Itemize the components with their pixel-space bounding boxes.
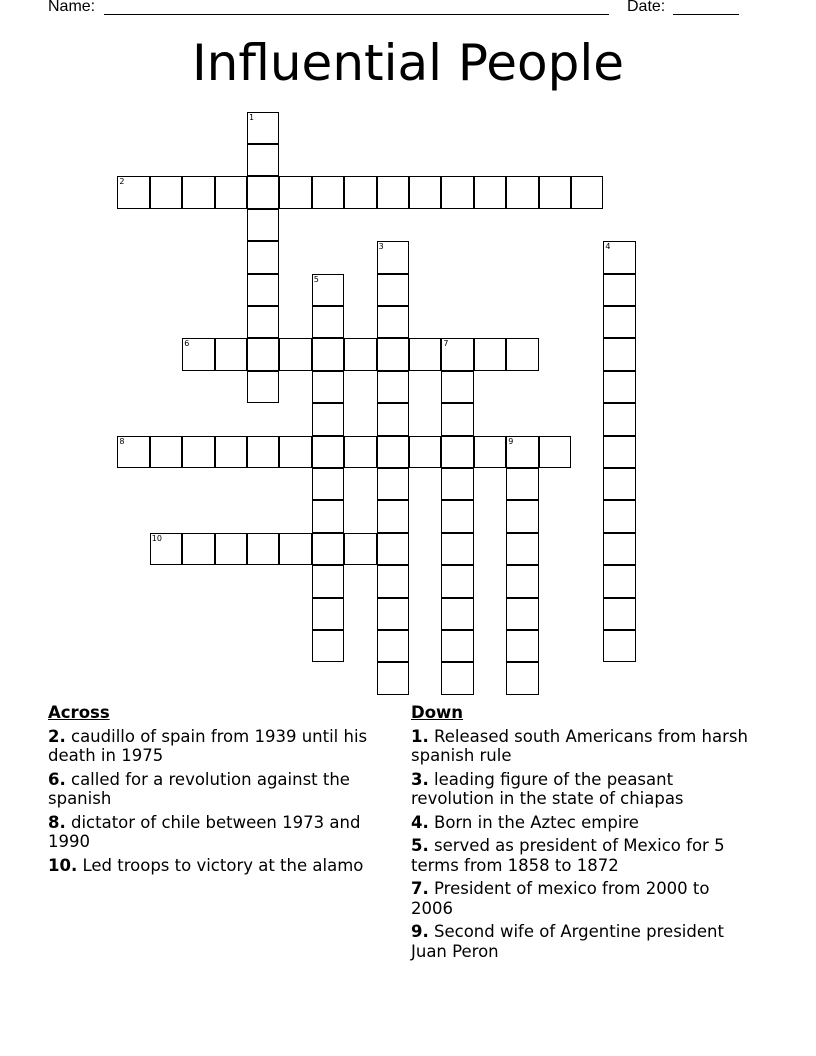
crossword-cell[interactable] [506, 338, 538, 370]
crossword-cell[interactable] [539, 176, 571, 208]
crossword-cell[interactable] [247, 144, 279, 176]
clue-number: 7 [443, 339, 449, 349]
clue-number: 6 [184, 339, 190, 349]
crossword-cell[interactable] [247, 112, 279, 144]
crossword-cell[interactable] [377, 241, 409, 273]
clue-number: 4. [411, 812, 429, 832]
crossword-cell[interactable] [603, 241, 635, 273]
crossword-cell[interactable] [603, 371, 635, 403]
crossword-cell[interactable] [312, 500, 344, 532]
crossword-cell[interactable] [377, 436, 409, 468]
crossword-cell[interactable] [409, 338, 441, 370]
clue-list-down [411, 727, 756, 962]
crossword-cell[interactable] [247, 241, 279, 273]
crossword-cell[interactable] [506, 176, 538, 208]
crossword-cell[interactable] [312, 274, 344, 306]
crossword-cell[interactable] [247, 274, 279, 306]
crossword-cell[interactable] [441, 598, 473, 630]
crossword-cell[interactable] [215, 533, 247, 565]
clue-number: 7. [411, 879, 429, 898]
clue-item [411, 836, 756, 875]
crossword-cell[interactable] [539, 436, 571, 468]
crossword-cell[interactable] [409, 176, 441, 208]
crossword-cell[interactable] [377, 371, 409, 403]
crossword-cell[interactable] [409, 436, 441, 468]
crossword-cell[interactable] [247, 371, 279, 403]
crossword-cell[interactable] [215, 338, 247, 370]
clue-text: Released south Americans from harsh spanish rule [411, 726, 748, 765]
date-line[interactable] [673, 14, 739, 15]
clue-item [411, 727, 756, 766]
clue-text: served as president of Mexico for 5 terms from 1858 to 1872 [411, 836, 725, 875]
crossword-cell[interactable] [312, 565, 344, 597]
crossword-cell[interactable] [377, 274, 409, 306]
clue-number: 10. [48, 855, 78, 875]
crossword-cell[interactable] [182, 436, 214, 468]
crossword-cell[interactable] [506, 565, 538, 597]
crossword-cell[interactable] [603, 306, 635, 338]
crossword-cell[interactable] [441, 371, 473, 403]
clue-item [48, 856, 398, 876]
across-heading: Across [48, 703, 110, 722]
crossword-cell[interactable] [279, 338, 311, 370]
crossword-cell[interactable] [506, 500, 538, 532]
crossword-cell[interactable] [247, 306, 279, 338]
crossword-cell[interactable] [474, 176, 506, 208]
crossword-cell[interactable] [506, 662, 538, 694]
crossword-cell[interactable] [247, 338, 279, 370]
crossword-cell[interactable] [603, 565, 635, 597]
crossword-cell[interactable] [441, 436, 473, 468]
clue-number: 8 [119, 436, 125, 446]
crossword-cell[interactable] [474, 436, 506, 468]
clue-number: 2 [119, 177, 125, 187]
crossword-cell[interactable] [312, 436, 344, 468]
crossword-cell[interactable] [150, 533, 182, 565]
crossword-cell[interactable] [344, 176, 376, 208]
crossword-cell[interactable] [377, 662, 409, 694]
date-label: Date: [627, 0, 666, 15]
clue-text: called for a revolution against the spanish [48, 769, 350, 808]
crossword-cell[interactable] [312, 306, 344, 338]
crossword-cell[interactable] [247, 436, 279, 468]
clue-number: 5 [313, 274, 319, 284]
down-clues [411, 703, 756, 965]
crossword-cell[interactable] [377, 533, 409, 565]
clue-text: President of mexico from 2000 to 2006 [411, 879, 710, 918]
clue-text: Second wife of Argentine president Juan Peron [411, 922, 724, 961]
clue-number: 9 [508, 436, 514, 446]
clue-text: Born in the Aztec empire [428, 812, 639, 832]
clue-item [48, 770, 398, 809]
clue-list-across [48, 727, 398, 876]
crossword-cell[interactable] [182, 176, 214, 208]
crossword-cell[interactable] [150, 436, 182, 468]
crossword-cell[interactable] [441, 662, 473, 694]
clue-item [411, 922, 756, 961]
page-title: Influential People [191, 34, 625, 92]
crossword-cell[interactable] [441, 338, 473, 370]
clue-item [411, 813, 756, 833]
crossword-cell[interactable] [312, 176, 344, 208]
crossword-cell[interactable] [377, 176, 409, 208]
crossword-cell[interactable] [312, 533, 344, 565]
crossword-cell[interactable] [150, 176, 182, 208]
crossword-cell[interactable] [603, 598, 635, 630]
crossword-cell[interactable] [506, 533, 538, 565]
crossword-cell[interactable] [312, 338, 344, 370]
crossword-cell[interactable] [441, 533, 473, 565]
clue-number: 5. [411, 836, 429, 855]
down-heading: Down [411, 703, 464, 722]
clue-number: 2. [48, 726, 66, 746]
name-label: Name: [48, 0, 96, 15]
clue-item [48, 813, 398, 852]
crossword-cell[interactable] [215, 436, 247, 468]
crossword-cell[interactable] [603, 436, 635, 468]
name-line[interactable] [104, 14, 609, 15]
crossword-cell[interactable] [506, 630, 538, 662]
crossword-cell[interactable] [603, 500, 635, 532]
crossword-cell[interactable] [441, 565, 473, 597]
crossword-cell[interactable] [215, 176, 247, 208]
clue-number: 1. [411, 726, 429, 746]
crossword-cell[interactable] [377, 598, 409, 630]
crossword-cell[interactable] [441, 468, 473, 500]
crossword-cell[interactable] [247, 209, 279, 241]
clue-number: 9. [411, 922, 429, 941]
crossword-cell[interactable] [603, 468, 635, 500]
clue-number: 8. [48, 812, 66, 832]
clue-number: 3 [378, 242, 384, 252]
crossword-cell[interactable] [377, 338, 409, 370]
crossword-cell[interactable] [344, 338, 376, 370]
crossword-cell[interactable] [377, 500, 409, 532]
crossword-cell[interactable] [279, 533, 311, 565]
clue-number: 10 [151, 533, 162, 543]
crossword-cell[interactable] [312, 371, 344, 403]
crossword-cell[interactable] [441, 500, 473, 532]
crossword-cell[interactable] [279, 176, 311, 208]
clue-number: 1 [249, 112, 255, 122]
crossword-cell[interactable] [312, 403, 344, 435]
clue-number: 3. [411, 769, 429, 789]
crossword-cell[interactable] [603, 274, 635, 306]
crossword-cell[interactable] [117, 436, 149, 468]
crossword-cell[interactable] [377, 306, 409, 338]
crossword-cell[interactable] [603, 533, 635, 565]
crossword-cell[interactable] [344, 436, 376, 468]
crossword-cell[interactable] [312, 630, 344, 662]
crossword-cell[interactable] [603, 403, 635, 435]
crossword-cell[interactable] [182, 338, 214, 370]
crossword-cell[interactable] [441, 403, 473, 435]
clue-item [48, 727, 398, 766]
crossword-cell[interactable] [441, 630, 473, 662]
crossword-cell[interactable] [506, 468, 538, 500]
crossword-cell[interactable] [377, 630, 409, 662]
crossword-cell[interactable] [279, 436, 311, 468]
crossword-cell[interactable] [441, 176, 473, 208]
crossword-cell[interactable] [377, 565, 409, 597]
clue-number: 4 [605, 242, 611, 252]
crossword-cell[interactable] [117, 176, 149, 208]
clue-text: Led troops to victory at the alamo [77, 855, 364, 875]
clue-item [411, 770, 756, 809]
crossword-cell[interactable] [474, 338, 506, 370]
crossword-cell[interactable] [603, 630, 635, 662]
crossword-cell[interactable] [182, 533, 214, 565]
crossword-cell[interactable] [506, 598, 538, 630]
crossword-cell[interactable] [603, 338, 635, 370]
crossword-cell[interactable] [344, 533, 376, 565]
clue-text: dictator of chile between 1973 and 1990 [48, 812, 361, 851]
clue-text: leading figure of the peasant revolution in the state of chiapas [411, 769, 684, 808]
crossword-cell[interactable] [247, 176, 279, 208]
crossword-cell[interactable] [377, 468, 409, 500]
clue-text: caudillo of spain from 1939 until his death in 1975 [48, 726, 368, 765]
clue-item [411, 879, 756, 918]
crossword-cell[interactable] [312, 468, 344, 500]
crossword-cell[interactable] [506, 436, 538, 468]
crossword-cell[interactable] [377, 403, 409, 435]
crossword-cell[interactable] [247, 533, 279, 565]
clue-number: 6. [48, 769, 66, 789]
crossword-cell[interactable] [312, 598, 344, 630]
crossword-cell[interactable] [571, 176, 603, 208]
across-clues [48, 703, 398, 879]
